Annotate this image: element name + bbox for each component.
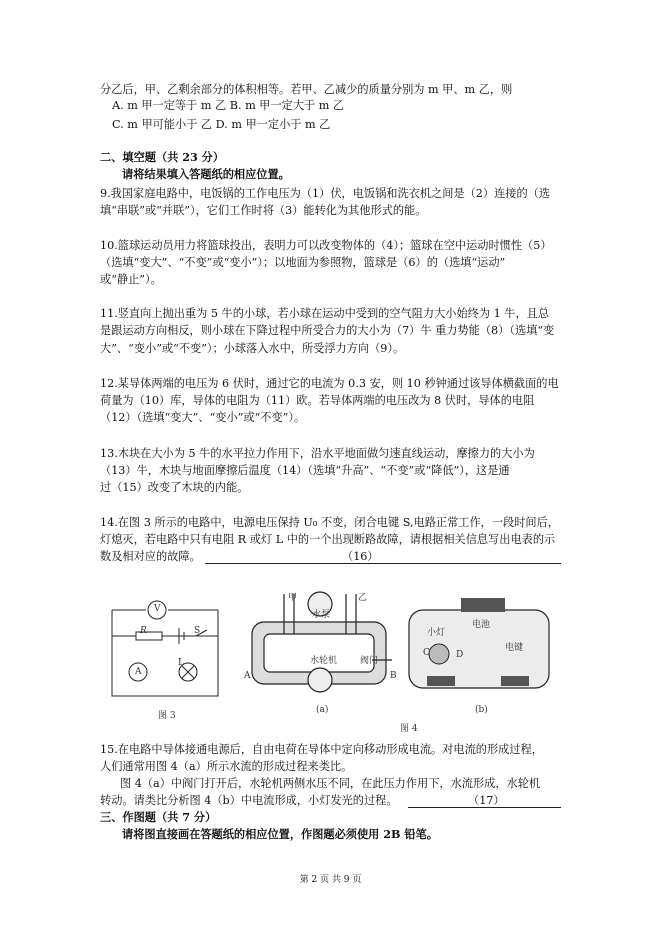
label-small-lamp: 小灯 (427, 628, 446, 638)
question-line: 数及相对应的故障。 (100, 550, 201, 563)
figure-3-caption: 图 3 (158, 711, 176, 721)
question-line: 是跟运动方向相反，则小球在下降过程中所受合力的大小为（7）牛 重力势能（8）（选填“变 (100, 324, 555, 337)
figure-4a-caption: (a) (316, 705, 329, 715)
question-line: （13）牛，木块与地面摩擦后温度（14）（选填“升高”、“不变”或“降低”），这是通 (100, 464, 510, 477)
question-line: 9.我国家庭电路中，电饭锅的工作电压为（1）伏，电饭锅和洗衣机之间是（2）连接的（选 (100, 187, 551, 200)
question-line: 填“串联”或“并联”），它们工作时将（3）能转化为其他形式的能。 (100, 204, 427, 217)
label-A: A (244, 671, 251, 681)
question-line: 11.竖直向上抛出重为 5 牛的小球，若小球在运动中受到的空气阻力大小始终为 1 牛，且总 (100, 307, 550, 320)
question-line: （12）（选填“变大”、“变小”或“不变”）。 (100, 411, 306, 424)
label-battery: 电池 (472, 620, 491, 630)
option-line: A. m 甲一定等于 m 乙 B. m 甲一定大于 m 乙 (112, 99, 345, 112)
question-line: 人们通常用图 4（a）所示水流的形成过程来类比。 (100, 760, 353, 773)
label-key: 电键 (505, 643, 524, 653)
question-line: 12.某导体两端的电压为 6 伏时，通过它的电流为 0.3 安，则 10 秒钟通过该导体横截面的电 (100, 377, 559, 390)
question-line: 13.木块在大小为 5 牛的水平拉力作用下，沿水平地面做匀速直线运动，摩擦力的大小为 (100, 447, 535, 460)
instruction: 请将图直接画在答题纸的相应位置，作图题必须使用 2B 铅笔。 (122, 827, 438, 841)
resistor-label: R (140, 626, 147, 636)
figure-4-caption: 图 4 (400, 724, 418, 734)
text-line: 分乙后，甲、乙剩余部分的体积相等。若甲、乙减少的质量分别为 m 甲、m 乙，则 (100, 83, 513, 96)
question-line: 图 4（a）中阀门打开后，水轮机两侧水压不同，在此压力作用下，水流形成，水轮机 (120, 777, 541, 790)
page-footer: 第 2 页 共 9 页 (299, 875, 362, 885)
label-valve: 阀门 (360, 656, 379, 666)
figure-4a-water-circuit (240, 584, 400, 704)
section-heading: 二、填空题（共 23 分） (100, 150, 225, 164)
figure-4b-caption: (b) (475, 705, 488, 715)
question-line: 15.在电路中导体接通电源后，自由电荷在导体中定向移动形成电流。对电流的形成过程， (100, 743, 543, 756)
ammeter-label: A (135, 667, 142, 677)
label-jia: 甲 (288, 593, 298, 603)
question-line: 大”、“变小”或“不变”）；小球落入水中，所受浮力方向（9）。 (100, 342, 405, 355)
blank-label: （17） (468, 794, 505, 807)
voltmeter-label: V (154, 604, 161, 614)
section-heading: 三、作图题（共 7 分） (100, 810, 217, 824)
answer-blank (205, 563, 561, 564)
figure-3-circuit (108, 598, 228, 724)
question-line: 过（15）改变了木块的内能。 (100, 481, 249, 494)
question-line: 转动。请类比分析图 4（b）中电流形成，小灯发光的过程。 (100, 794, 398, 807)
label-yi: 乙 (358, 593, 368, 603)
question-line: 灯熄灭，若电路中只有电阻 R 或灯 L 中的一个出现断路故障，请根据相关信息写出电表的示 (100, 533, 556, 546)
switch-label: S (194, 626, 201, 636)
question-line: 14.在图 3 所示的电路中，电源电压保持 U₀ 不变，闭合电键 S,电路正常工作，一段时间后， (100, 516, 559, 529)
label-C: C (423, 648, 430, 658)
label-pump: 水泵 (312, 610, 331, 620)
label-D: D (456, 650, 464, 660)
label-turbine: 水轮机 (310, 656, 338, 666)
option-line: C. m 甲可能小于 乙 D. m 甲一定小于 m 乙 (112, 118, 331, 131)
blank-label: （16） (342, 550, 379, 563)
lamp-label: L (178, 658, 184, 668)
question-line: 10.篮球运动员用力将篮球投出，表明力可以改变物体的（4）；篮球在空中运动时惯性（5） (100, 239, 552, 252)
label-B: B (390, 671, 397, 681)
question-line: 或“静止”）。 (100, 273, 162, 286)
question-line: 荷量为（10）库，导体的电阻为（11）欧。若导体两端的电压改为 8 伏时，导体的电阻 (100, 394, 535, 407)
question-line: （选填“变大”、“不变”或“变小”）；以地面为参照物，篮球是（6）的（选填“运动” (100, 256, 506, 269)
instruction: 请将结果填入答题纸的相应位置。 (122, 167, 290, 181)
